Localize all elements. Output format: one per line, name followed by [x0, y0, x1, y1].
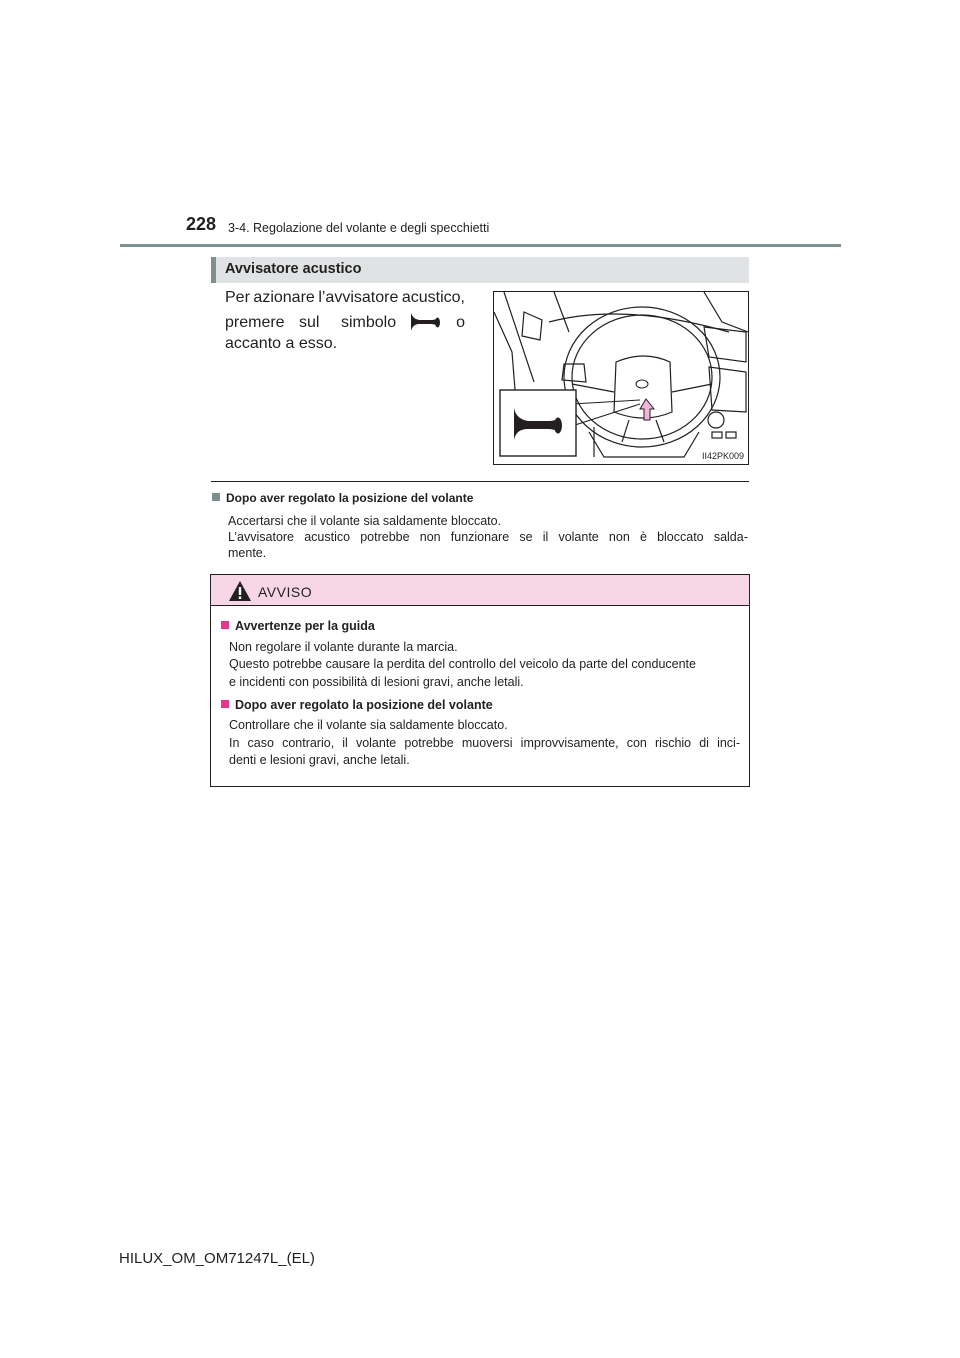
note-line-2 — [228, 529, 748, 545]
intro-word: Per — [225, 289, 250, 306]
note-word: il — [542, 530, 549, 544]
intro-word: acustico, — [401, 289, 465, 306]
steering-wheel-drawing — [494, 292, 748, 464]
body-rule — [211, 481, 749, 482]
warning-word: rischio — [655, 736, 692, 750]
warning-line: Controllare che il volante sia saldamente bloccato. — [229, 718, 508, 732]
warning-item-title-text: Avvertenze per la guida — [235, 619, 375, 633]
intro-word: l’avvisatore — [318, 289, 399, 306]
square-bullet-icon — [221, 700, 229, 708]
running-head: 3-4. Regolazione del volante e degli specchietti — [228, 221, 490, 235]
warning-word: contrario, — [282, 736, 335, 750]
intro-word: azionare — [253, 289, 315, 306]
note-word: funzionare — [450, 530, 510, 544]
warning-word: caso — [247, 736, 274, 750]
warning-word: improvvisamente, — [520, 736, 619, 750]
horn-icon — [409, 310, 441, 332]
warning-word: volante — [355, 736, 397, 750]
note-word: acustico — [304, 530, 351, 544]
note-line-3: mente. — [228, 546, 267, 560]
note-word: bloccato — [657, 530, 704, 544]
warning-word: inci- — [717, 736, 740, 750]
section-accent — [211, 257, 216, 283]
warning-item-title — [221, 698, 493, 712]
warning-line: denti e lesioni gravi, anche letali. — [229, 753, 410, 767]
intro-word: o — [456, 314, 465, 331]
note-word: volante — [558, 530, 599, 544]
intro-word: simbolo — [341, 314, 397, 331]
note-title — [212, 491, 473, 505]
warning-word: muoversi — [461, 736, 513, 750]
intro-line-1 — [225, 286, 465, 310]
page-number: 228 — [186, 214, 217, 234]
warning-header — [211, 575, 749, 606]
note-word: L’avvisatore — [228, 530, 295, 544]
intro-word: premere — [225, 314, 285, 331]
note-word: è — [639, 530, 647, 544]
note-word: non — [419, 530, 441, 544]
document-code-footer: HILUX_OM_OM71247L_(EL) — [119, 1250, 315, 1267]
intro-word: sul — [299, 314, 320, 331]
section-heading-bar — [211, 257, 749, 283]
warning-line: Non regolare il volante durante la marcia. — [229, 640, 458, 654]
warning-word: con — [626, 736, 647, 750]
note-line-1: Accertarsi che il volante sia saldamente bloccato. — [228, 514, 502, 528]
warning-line: e incidenti con possibilità di lesioni gravi, anche letali. — [229, 675, 524, 689]
warning-line: Questo potrebbe causare la perdita del controllo del veicolo da parte del conducente — [229, 657, 696, 671]
warning-word: In — [229, 736, 240, 750]
warning-box — [210, 574, 750, 787]
section-title: Avvisatore acustico — [225, 261, 362, 277]
warning-item-title-text: Dopo aver regolato la posizione del volante — [235, 698, 493, 712]
note-word: potrebbe — [360, 530, 410, 544]
warning-triangle-icon — [228, 580, 252, 602]
square-bullet-icon — [221, 621, 229, 629]
warning-word: potrebbe — [404, 736, 454, 750]
warning-word: il — [342, 736, 348, 750]
note-title-text: Dopo aver regolato la posizione del volante — [226, 491, 474, 505]
steering-wheel-illustration — [493, 291, 749, 465]
warning-line — [229, 735, 740, 753]
note-word: non — [608, 530, 630, 544]
illustration-code: II42PK009 — [701, 451, 744, 461]
warning-item-title — [221, 619, 375, 633]
header-rule — [120, 244, 841, 247]
note-word: salda- — [713, 530, 748, 544]
warning-label: AVVISO — [258, 584, 313, 600]
square-bullet-icon — [212, 493, 220, 501]
intro-line-3: accanto a esso. — [225, 335, 338, 352]
note-word: se — [519, 530, 533, 544]
warning-word: di — [699, 736, 709, 750]
